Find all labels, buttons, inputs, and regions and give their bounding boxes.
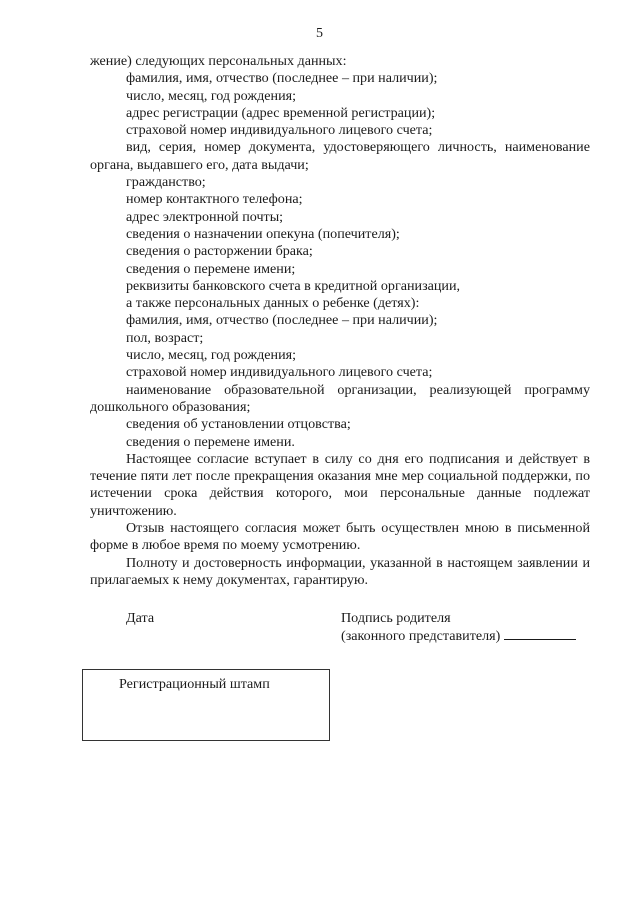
paragraph: номер контактного телефона; [126, 191, 303, 208]
parent-signature-block [341, 610, 576, 646]
paragraph: сведения о перемене имени; [126, 260, 296, 277]
paragraph: гражданство; [126, 174, 206, 191]
paragraph: наименование образовательной организации, реализующей программу дошкольного образования; [90, 381, 590, 415]
paragraph: а также персональных данных о ребенке (детях): [126, 295, 420, 312]
registration-stamp-box [82, 669, 330, 741]
parent-signature-sublabel-row [341, 627, 576, 645]
signature-line [504, 627, 576, 640]
paragraph: страховой номер индивидуального лицевого счета; [126, 364, 433, 381]
page-number: 5 [316, 26, 323, 41]
paragraph: сведения о перемене имени. [126, 433, 295, 450]
paragraph: Настоящее согласие вступает в силу со дня его подписания и действует в течение пяти лет после прекращения оказания мне мер социальной поддержки, по истечении срока действия которого, мои персональные данные подлежат уничтожению. [90, 450, 590, 519]
paragraph: жение) следующих персональных данных: [90, 53, 347, 69]
paragraph: сведения о расторжении брака; [126, 243, 313, 260]
paragraph: сведения о назначении опекуна (попечителя); [126, 225, 400, 242]
paragraph: Полноту и достоверность информации, указанной в настоящем заявлении и прилагаемых к нему документах, гарантирую. [90, 554, 590, 588]
paragraph: страховой номер индивидуального лицевого счета; [126, 122, 433, 139]
paragraph: фамилия, имя, отчество (последнее – при наличии); [126, 312, 438, 329]
paragraph: пол, возраст; [126, 329, 204, 346]
date-label: Дата [126, 610, 155, 626]
paragraph: сведения об установлении отцовства; [126, 416, 351, 433]
registration-stamp-label: Регистрационный штамп [119, 676, 270, 692]
paragraph: адрес электронной почты; [126, 208, 284, 225]
paragraph: фамилия, имя, отчество (последнее – при наличии); [126, 70, 438, 87]
paragraph: адрес регистрации (адрес временной регистрации); [126, 104, 436, 121]
document-body [90, 53, 590, 589]
paragraph: вид, серия, номер документа, удостоверяющего личность, наименование органа, выдавшего его, дата выдачи; [90, 139, 590, 173]
parent-signature-label: Подпись родителя [341, 610, 451, 626]
paragraph: Отзыв настоящего согласия может быть осуществлен мною в письменной форме в любое время по моему усмотрению. [90, 520, 590, 554]
paragraph: реквизиты банковского счета в кредитной организации, [126, 277, 461, 294]
paragraph: число, месяц, год рождения; [126, 347, 297, 364]
parent-signature-sublabel: (законного представителя) [341, 628, 501, 645]
paragraph: число, месяц, год рождения; [126, 87, 297, 104]
